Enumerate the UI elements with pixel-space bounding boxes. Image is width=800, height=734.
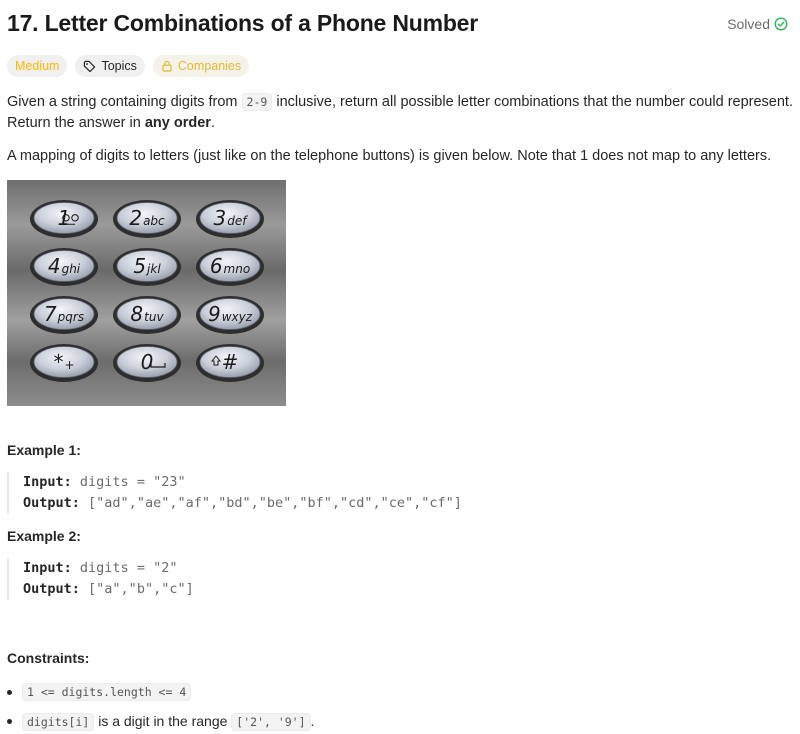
- svg-text:2abc: 2abc: [129, 206, 165, 230]
- description-text: .: [210, 115, 215, 131]
- inline-code: 2-9: [242, 93, 273, 111]
- tag-row: [7, 55, 249, 77]
- example-2-block: [7, 558, 194, 600]
- svg-text:4ghi: 4ghi: [47, 254, 81, 278]
- description-text: Given a string containing digits from: [7, 94, 242, 110]
- keypad-key-3: [196, 200, 264, 238]
- topics-label: Topics: [101, 59, 137, 73]
- keypad-key-4: [30, 248, 98, 286]
- example-1-output: [23, 493, 462, 514]
- output-label: Output:: [23, 495, 80, 511]
- svg-text:#: #: [221, 350, 239, 374]
- description-paragraph-2: A mapping of digits to letters (just like on the telephone buttons) is given below. Note that 1 does not map to any letters.: [7, 148, 772, 164]
- inline-code: ['2', '9']: [231, 713, 310, 731]
- svg-text:5jkl: 5jkl: [133, 254, 161, 278]
- solved-status: [727, 16, 788, 32]
- keypad-key-5: [113, 248, 181, 286]
- example-1-input: [23, 472, 462, 493]
- svg-text:9wxyz: 9wxyz: [207, 302, 253, 326]
- svg-text:8tuv: 8tuv: [130, 302, 164, 326]
- output-value: ["ad","ae","af","bd","be","bf","cd","ce","cf"]: [88, 495, 462, 511]
- description-text: inclusive, return all possible letter combinations that the number could represent. Return the answer in: [7, 94, 793, 131]
- keypad-key-hash: [196, 344, 264, 382]
- input-value: digits = "23": [79, 474, 186, 490]
- tag-icon: [83, 60, 96, 73]
- keypad-key-star: [30, 344, 98, 382]
- keypad-key-7: [30, 296, 98, 334]
- check-circle-icon: [774, 17, 788, 31]
- constraint-item: [7, 713, 314, 729]
- keypad-key-8: [113, 296, 181, 334]
- keypad-key-9: [196, 296, 264, 334]
- svg-text:7pqrs: 7pqrs: [43, 302, 85, 326]
- description-paragraph-1: [7, 92, 793, 134]
- bullet: [7, 719, 12, 724]
- keypad-key-6: [196, 248, 264, 286]
- output-value: ["a","b","c"]: [88, 581, 194, 597]
- svg-text:0: 0: [140, 350, 154, 374]
- example-1-block: [7, 472, 462, 514]
- problem-title: 17. Letter Combinations of a Phone Number: [7, 10, 479, 36]
- keypad-key-2: [113, 200, 181, 238]
- svg-text:*+: *+: [53, 350, 75, 374]
- bullet: [7, 690, 12, 695]
- example-1-heading: Example 1:: [7, 442, 81, 458]
- lock-icon: [161, 60, 173, 72]
- emphasis-text: any order: [144, 115, 211, 131]
- example-2-input: [23, 558, 194, 579]
- output-label: Output:: [23, 581, 80, 597]
- constraint-item: [7, 683, 191, 701]
- input-value: digits = "2": [79, 560, 178, 576]
- constraint-text: is a digit in the range: [94, 713, 232, 729]
- inline-code: 1 <= digits.length <= 4: [22, 683, 191, 701]
- input-label: Input:: [23, 560, 72, 576]
- inline-code: digits[i]: [22, 713, 94, 731]
- constraint-text: .: [310, 713, 315, 729]
- svg-text:6mno: 6mno: [209, 254, 251, 278]
- difficulty-label: Medium: [15, 59, 60, 73]
- difficulty-tag[interactable]: [7, 55, 67, 77]
- phone-keypad-image: [7, 180, 286, 406]
- solved-label: Solved: [727, 16, 770, 32]
- svg-text:3def: 3def: [213, 206, 247, 230]
- example-2-heading: Example 2:: [7, 528, 81, 544]
- example-2-output: [23, 579, 194, 600]
- input-label: Input:: [23, 474, 72, 490]
- keypad-key-1: [30, 200, 98, 238]
- constraints-heading: Constraints:: [7, 650, 90, 666]
- svg-text:1: 1: [57, 206, 71, 230]
- keypad-svg: [7, 180, 286, 406]
- keypad-key-0: [113, 344, 181, 382]
- companies-tag[interactable]: [153, 55, 249, 77]
- topics-tag[interactable]: [75, 55, 144, 77]
- companies-label: Companies: [177, 59, 242, 73]
